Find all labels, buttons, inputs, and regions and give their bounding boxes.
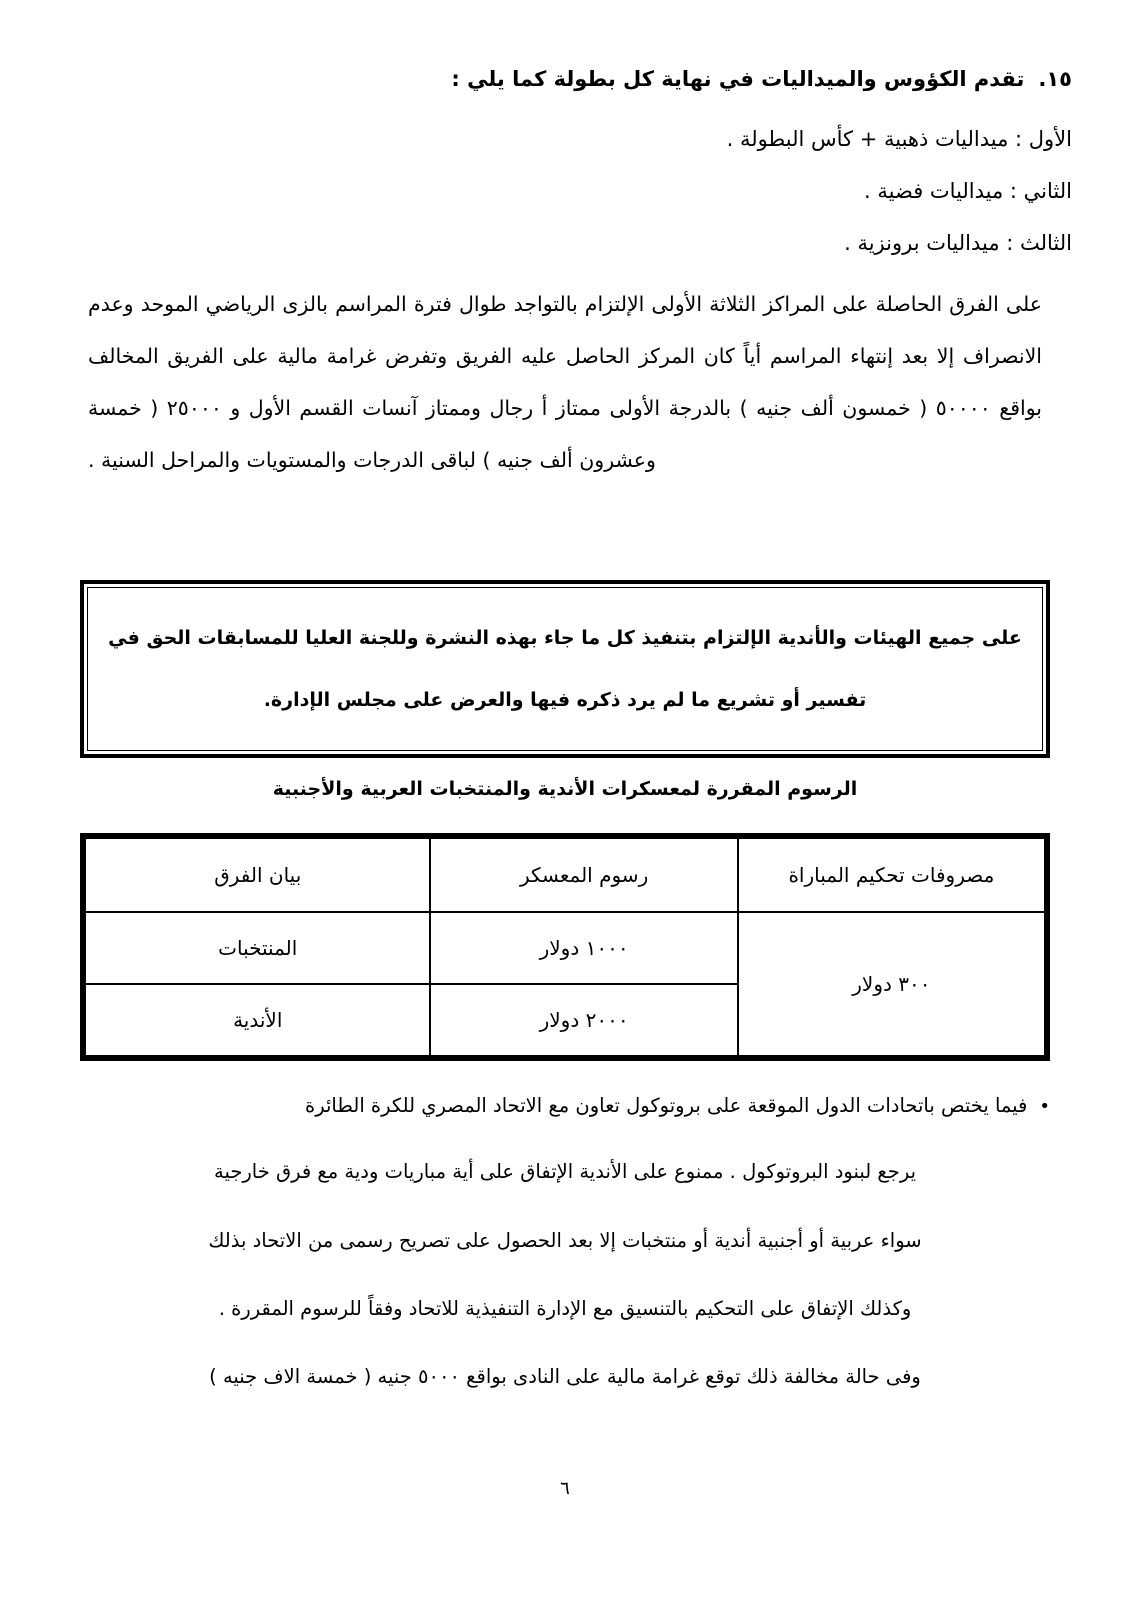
table-header-referee-fees: مصروفات تحكيم المباراة — [738, 838, 1045, 912]
bullet-line-4: وكذلك الإتفاق على التحكيم بالتنسيق مع الإدارة التنفيذية للاتحاد وفقاً للرسوم المقررة . — [218, 1296, 912, 1320]
notice-line-1: على جميع الهيئات والأندية الإلتزام بتنفيذ كل ما جاء بهذه النشرة وللجنة العليا للمسابقات الحق في — [108, 627, 1022, 649]
table-cell-team-national: المنتخبات — [85, 912, 430, 984]
section-number: ١٥. — [1038, 67, 1072, 91]
bullet-line-5: وفى حالة مخالفة ذلك توقع غرامة مالية على النادى بواقع ٥٠٠٠ جنيه ( خمسة الاف جنيه ) — [209, 1365, 921, 1389]
rank-line-third: الثالث : ميداليات برونزية . — [844, 231, 1072, 255]
rank-line-second: الثاني : ميداليات فضية . — [864, 179, 1072, 203]
notice-box — [80, 580, 1050, 758]
section-heading — [400, 64, 1072, 96]
table-cell-camp-fee-clubs: ٢٠٠٠ دولار — [430, 984, 737, 1056]
table-header-row — [85, 838, 1045, 912]
table-row — [85, 912, 1045, 984]
section-heading-text: تقدم الكؤوس والميداليات في نهاية كل بطولة كما يلي : — [451, 67, 1025, 91]
table-header-teams: بيان الفرق — [85, 838, 430, 912]
notice-box-inner — [87, 587, 1043, 751]
bullet-line-1: فيما يختص باتحادات الدول الموقعة على بروتوكول تعاون مع الاتحاد المصري للكرة الطائرة — [305, 1094, 1028, 1117]
section-paragraph: على الفرق الحاصلة على المراكز الثلاثة الأولى الإلتزام بالتواجد طوال فترة المراسم بالزى الرياضي الموحد وعدم الانصراف إلا بعد إنتهاء المراسم أياً كان المركز الحاصل عليه الفريق وتفرض غرامة مالية على الفريق المخالف بواقع ٥٠٠٠٠ ( خمسون ألف جنيه ) بالدرجة الأولى ممتاز أ رجال وممتاز آنسات القسم الأول و ٢٥٠٠٠ ( خمسة وعشرون ألف جنيه ) لباقى الدرجات والمستويات والمراحل السنية . — [88, 292, 1043, 472]
table-cell-referee-fee-merged: ٣٠٠ دولار — [738, 912, 1045, 1056]
table-cell-team-clubs: الأندية — [85, 984, 430, 1056]
bullet-section — [80, 1092, 1050, 1391]
bullet-dot-icon: • — [1039, 1096, 1050, 1117]
fees-table — [84, 837, 1046, 1057]
table-header-camp-fees: رسوم المعسكر — [430, 838, 737, 912]
list-item — [80, 1092, 1050, 1120]
notice-line-2: تفسير أو تشريع ما لم يرد ذكره فيها والعرض على مجلس الإدارة. — [263, 689, 867, 711]
bullet-line-3: سواء عربية أو أجنبية أندية أو منتخبات إلا بعد الحصول على تصريح رسمى من الاتحاد بذلك — [208, 1228, 922, 1252]
rank-line-first: الأول : ميداليات ذهبية + كأس البطولة . — [726, 127, 1072, 151]
fees-table-caption: الرسوم المقررة لمعسكرات الأندية والمنتخبات العربية والأجنبية — [272, 778, 858, 800]
bullet-line-2: يرجع لبنود البروتوكول . ممنوع على الأندية الإتفاق على أية مباريات ودية مع فرق خارجية — [213, 1160, 917, 1184]
page-number: ٦ — [560, 1478, 570, 1499]
fees-table-container — [80, 833, 1050, 1061]
table-cell-camp-fee-national: ١٠٠٠ دولار — [430, 912, 737, 984]
